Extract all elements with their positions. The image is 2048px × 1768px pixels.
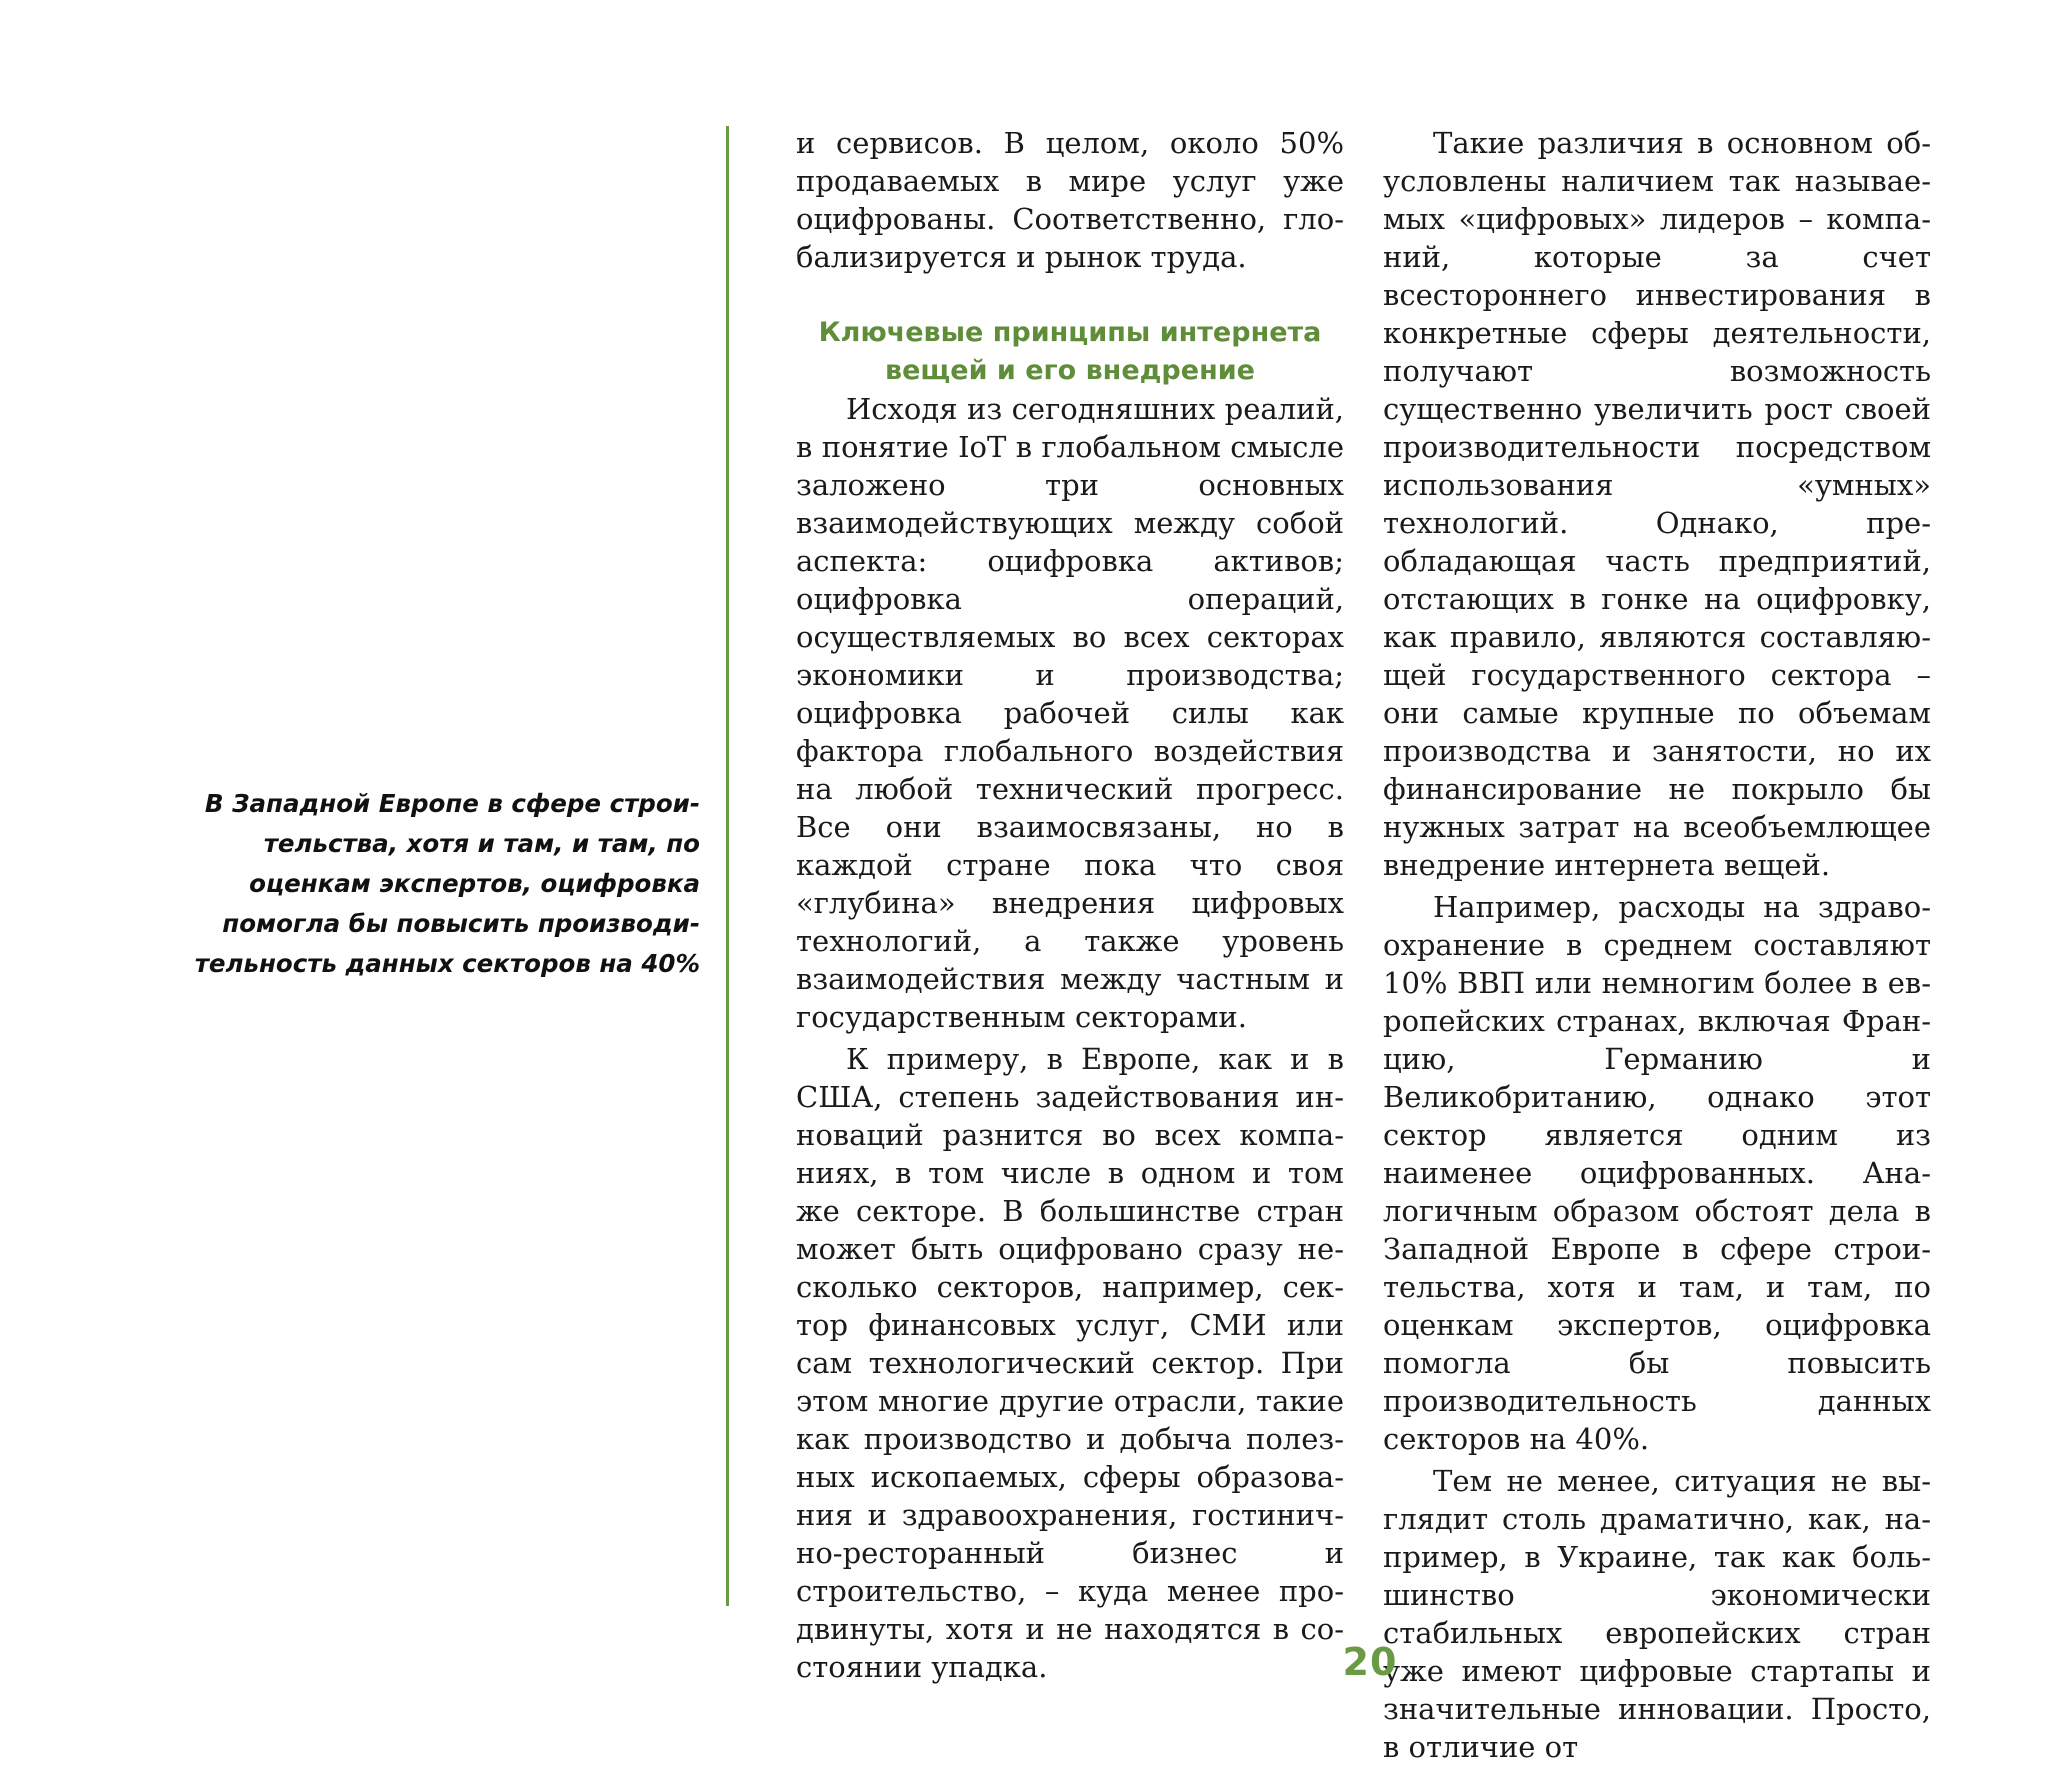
paragraph: и сервисов. В целом, около 50% продаваемых в мире услуг уже оцифрованы. Соответственно, глобализируется и рынок труда. bbox=[796, 126, 1344, 274]
text-column-left bbox=[796, 124, 1344, 1688]
section-heading: Ключевые принципы интернета вещей и его внедрение bbox=[818, 317, 1322, 386]
column-divider bbox=[726, 126, 729, 1606]
pull-quote: В Западной Европе в сфере строи- тельства, хотя и там, и там, по оценкам экспертов, оцифровка помогла бы повысить производи- тельность данных секторов на 40% bbox=[194, 789, 700, 978]
paragraph: Тем не менее, ситуация не выглядит столь драматично, как, например, в Украине, так как большинство экономически стабильных европейских стран уже имеют цифровые стартапы и значительные инновации. Просто, в отличие от bbox=[1383, 1464, 1931, 1764]
paragraph: Например, расходы на здравоохранение в среднем составляют 10% ВВП или немногим более в европейских странах, включая Францию, Германию и Великобританию, однако этот сектор является одним из наименее оцифрованных. Аналогичным образом обстоят дела в Западной Европе в сфере строительства, хотя и там, и там, по оценкам экспертов, оцифровка помогла бы повысить производительность данных секторов на 40%. bbox=[1383, 890, 1931, 1456]
paragraph: Исходя из сегодняшних реалий, в понятие IoT в глобальном смысле заложено три основных взаимодействующих между собой аспекта: оцифровка активов; оцифровка операций, осуществляемых во всех секторах экономики и производства; оцифровка рабочей силы как фактора глобального воздействия на любой технический прогресс. Все они взаимосвязаны, но в каждой стране пока что своя «глубина» внедрения цифровых технологий, а также уровень взаимодействия между частным и государственным секторами. bbox=[796, 392, 1344, 1034]
text-column-right bbox=[1383, 124, 1931, 1768]
page-number: 20 bbox=[1342, 1640, 1398, 1684]
paragraph: К примеру, в Европе, как и в США, степень задействования инноваций разнится во всех компаниях, в том числе в одном и том же секторе. В большинстве стран может быть оцифровано сразу несколько секторов, например, сектор финансовых услуг, СМИ или сам технологический сектор. При этом многие другие отрасли, такие как производство и добыча полезных ископаемых, сферы образования и здравоохранения, гостинично-ресторанный бизнес и строительство, – куда менее продвинуты, хотя и не находятся в состоянии упадка. bbox=[796, 1042, 1344, 1684]
paragraph: Такие различия в основном обусловлены наличием так называемых «цифровых» лидеров – компаний, которые за счет всестороннего инвестирования в конкретные сферы деятельности, получают возможность существенно увеличить рост своей производительности посредством использования «умных» технологий. Однако, преобладающая часть предприятий, отстающих в гонке на оцифровку, как правило, являются составляющей государственного сектора – они самые крупные по объемам производства и занятости, но их финансирование не покрыло бы нужных затрат на всеобъемлющее внедрение интернета вещей. bbox=[1383, 126, 1931, 882]
